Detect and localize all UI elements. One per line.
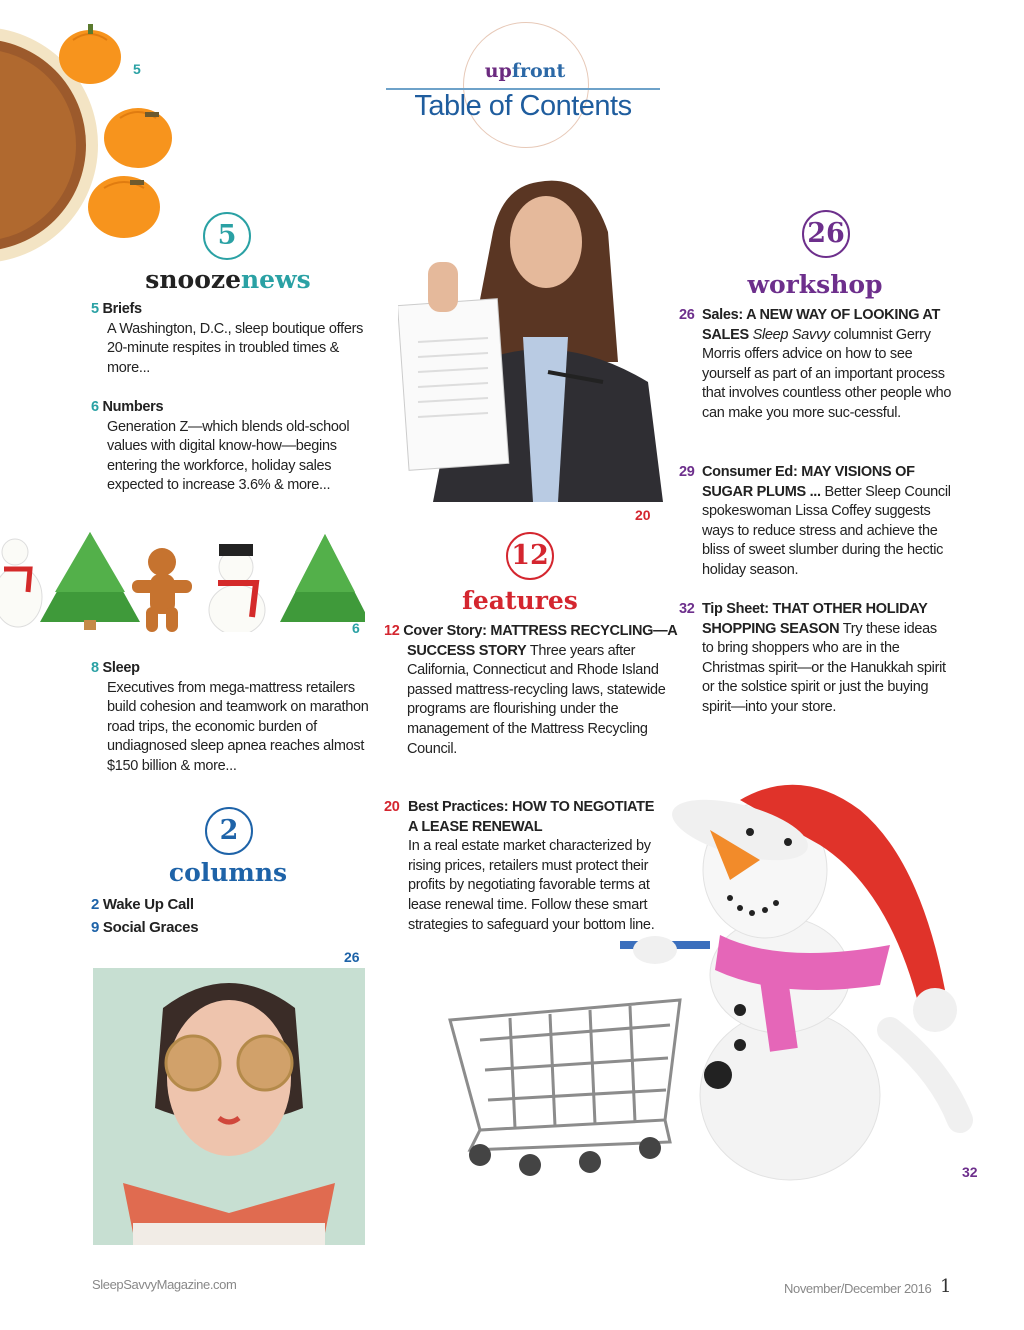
section-number-snoozenews: 5	[203, 212, 251, 260]
snowman-shopping-cart-image	[440, 770, 1000, 1190]
section-number-workshop: 26	[802, 210, 850, 258]
upfront-label-up: up	[484, 60, 512, 82]
woman-sunglasses-image	[93, 968, 365, 1245]
image-caption-snowman: 32	[962, 1164, 978, 1180]
columns-list	[91, 893, 351, 939]
section-title-snoozenews	[118, 265, 338, 294]
image-caption-woman-glasses: 26	[344, 949, 360, 965]
entry-description: Generation Z—which blends old-school values with digital know-how—begins entering the workforce, holiday sales expected to increase 3.6% & more...	[107, 418, 350, 494]
toc-entry-consumer-ed[interactable]	[679, 463, 951, 578]
image-caption-pumpkin: 5	[133, 61, 141, 77]
entry-title: Wake Up Call	[102, 896, 194, 913]
entry-title: Briefs	[102, 301, 142, 317]
entry-title: Sleep	[102, 660, 140, 676]
entry-description: columnist Gerry Morris offers advice on how to see yourself as part of an important process that involves countless other people who can make you more suc-cessful.	[702, 326, 952, 421]
upfront-label	[460, 60, 590, 82]
entry-title: Numbers	[102, 399, 164, 415]
entry-page-number: 6	[91, 399, 99, 415]
entry-description: In a real estate market characterized by rising prices, retailers must protect their profits by negotiating favorable terms at lease renewal time. Follow these smart strategies to safeguard your bottom line.	[408, 838, 655, 933]
page-title: Table of Contents	[414, 90, 632, 122]
entry-title: Best Practices: HOW TO NEGOTIATE A LEASE RENEWAL	[408, 799, 655, 835]
entry-description: Better Sleep Council spokeswoman Lissa Coffey suggests ways to reduce stress and achieve the bliss of sweet slumber during the hectic holiday season.	[702, 483, 951, 578]
section-title-news: news	[241, 265, 311, 294]
toc-entry-sleep[interactable]	[91, 659, 382, 777]
entry-title: Social Graces	[102, 919, 199, 936]
entry-italic-publication: Sleep Savvy	[752, 326, 830, 343]
entry-description: Try these ideas to bring shoppers who are in the Christmas spirit—or the Hanukkah spirit or the solstice spirit or just the buying spirit—into your store.	[702, 620, 946, 715]
image-caption-cookies: 6	[352, 620, 360, 636]
entry-page-number: 5	[91, 301, 99, 317]
entry-page-number: 9	[91, 919, 100, 936]
entry-page-number: 12	[384, 623, 400, 639]
toc-entry-social-graces[interactable]	[91, 916, 351, 939]
page-number: 1	[940, 1276, 952, 1297]
section-title-workshop: workshop	[747, 270, 883, 299]
footer-issue-date: November/December 2016	[784, 1281, 932, 1296]
toc-entry-cover-story[interactable]	[384, 622, 689, 759]
entry-title: Cover Story: MATTRESS RECYCLING—A SUCCESS STORY	[403, 623, 677, 659]
entry-page-number: 20	[384, 799, 400, 815]
holiday-cookies-image	[0, 522, 365, 632]
toc-entry-briefs[interactable]	[91, 300, 382, 378]
entry-description: Three years after California, Connecticut and Rhode Island passed mattress-recycling laws, statewide programs are flourishing under the management of the Mattress Recycling Council.	[407, 642, 666, 757]
header-circle	[463, 22, 589, 148]
entry-page-number: 8	[91, 660, 99, 676]
entry-page-number: 32	[679, 601, 695, 617]
entry-page-number: 26	[679, 307, 695, 323]
entry-description: Executives from mega-mattress retailers build cohesion and teamwork on marathon road trips, the economic burden of undiagnosed sleep apnea reaches almost $150 billion & more...	[107, 679, 369, 774]
toc-entry-sales[interactable]	[679, 306, 952, 421]
entry-page-number: 2	[91, 896, 100, 913]
section-number-columns: 2	[205, 807, 253, 855]
entry-description: A Washington, D.C., sleep boutique offers 20-minute respites in troubled times & more...	[107, 320, 364, 376]
toc-entry-tip-sheet[interactable]	[679, 600, 951, 715]
footer-website[interactable]: SleepSavvyMagazine.com	[92, 1277, 237, 1292]
upfront-label-front: front	[511, 60, 566, 82]
entry-title: Tip Sheet: THAT OTHER HOLIDAY SHOPPING SEASON	[702, 601, 928, 637]
toc-entry-wake-up-call[interactable]	[91, 893, 351, 916]
section-title-columns: columns	[168, 858, 288, 887]
entry-title: Sales: A NEW WAY OF LOOKING AT SALES	[702, 307, 941, 343]
section-title-features: features	[462, 586, 578, 615]
businesswoman-document-image	[398, 172, 668, 502]
section-number-features: 12	[506, 532, 554, 580]
entry-title: Consumer Ed: MAY VISIONS OF SUGAR PLUMS ...	[702, 464, 915, 500]
toc-entry-numbers[interactable]	[91, 398, 382, 496]
image-caption-businesswoman: 20	[635, 507, 651, 523]
section-title-snooze: snooze	[145, 265, 241, 294]
entry-page-number: 29	[679, 464, 695, 480]
